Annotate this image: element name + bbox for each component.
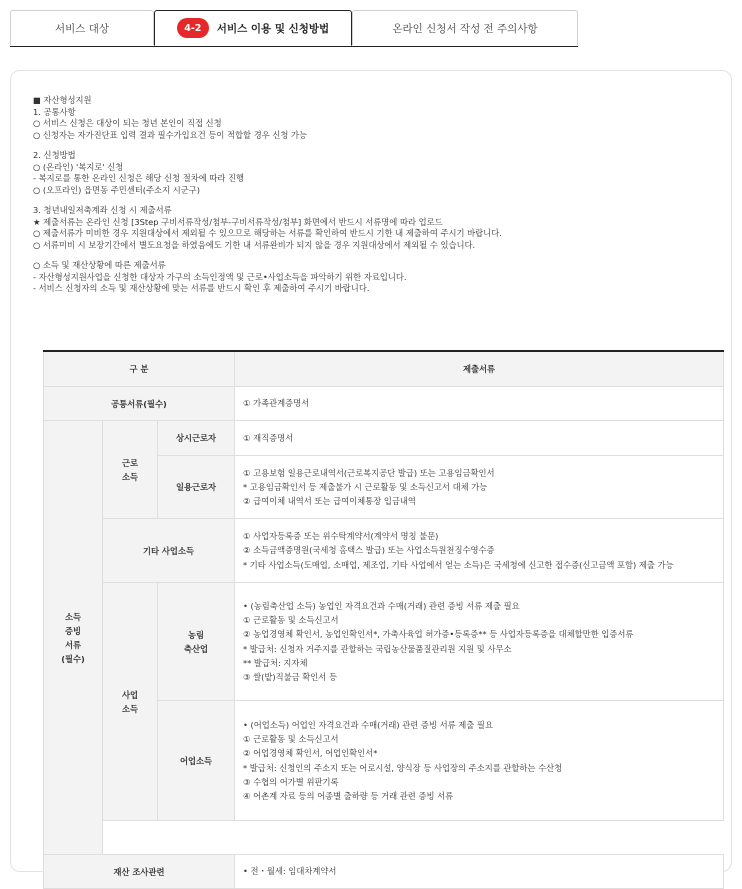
table-row (44, 387, 724, 421)
table-row (44, 821, 724, 855)
doc-line: ② 소득금액증명원(국세청 홈택스 발급) 또는 사업소득원천징수영수증 (243, 545, 495, 556)
doc-line: • (어업소득) 어업인 자격요건과 수매(거래) 관련 증빙 서류 제출 필요 (243, 719, 493, 730)
intro-line: ○ 소득 및 재산상황에 따른 제출서류 (33, 260, 166, 270)
doc-line: ③ 수협의 어가별 위판기록 (243, 776, 339, 787)
table-row (44, 855, 724, 889)
doc-line: ② 급여이체 내역서 또는 급여이체통장 입금내역 (243, 496, 416, 507)
doc-line: ① 고용보험 일용근로내역서(근로복지공단 발급) 또는 고용임금확인서 (243, 467, 495, 478)
fishery-docs (235, 701, 724, 821)
doc-line: ** 발급처: 지자체 (243, 657, 308, 668)
doc-line: * 발급처: 신청인의 주소지 또는 어로시설, 양식장 등 사업장의 주소지를 관할하는 수산청 (243, 762, 563, 773)
intro-line: - 서비스 신청자의 소득 및 재산상황에 맞는 서류를 반드시 확인 후 제출하여 주시기 바랍니다. (33, 283, 370, 293)
table-header-category: 구 분 (44, 351, 235, 387)
intro-line: 3. 청년내일저축계좌 신청 시 제출서류 (33, 205, 172, 215)
regular-worker-docs (235, 421, 724, 456)
intro-line: ★ 제출서류는 온라인 신청 [3Step 구비서류작성/첨부-구비서류작성/첨부] 화면에서 반드시 서류명에 따라 업로드 (33, 216, 443, 227)
table-row (44, 583, 724, 701)
doc-line: ① 근로활동 및 소득신고서 (243, 734, 339, 745)
spacer (33, 141, 723, 150)
agriculture-label: 농림 축산업 (158, 583, 235, 701)
doc-line: ③ 쌀(밭)직불금 확인서 등 (243, 671, 337, 682)
table-header-docs: 제출서류 (235, 351, 724, 387)
doc-line: * 발급처: 신청자 거주지를 관할하는 국립농산물품질관리원 지원 및 사무소 (243, 643, 512, 654)
doc-line: • 전・월세: 임대차계약서 (243, 866, 337, 877)
tab-label: 서비스 대상 (54, 22, 110, 35)
doc-line: * 고용임금확인서 등 제출불가 시 근로활동 및 소득신고서 대체 가능 (243, 481, 488, 492)
table-row (44, 421, 724, 456)
agriculture-docs (235, 583, 724, 701)
spacer (33, 251, 723, 260)
tab-label: 온라인 신청서 작성 전 주의사항 (392, 22, 538, 35)
intro-line: ○ (오프라인) 읍면동 주민센터(주소지 시군구) (33, 184, 200, 195)
intro-line: ○ 신청자는 자가진단표 입력 결과 필수가입요건 등이 적합할 경우 신청 가능 (33, 129, 308, 140)
doc-line: ② 농업경영체 확인서, 농업인확인서*, 가축사육업 허가증•등록증** 등 사업자등록증을 대체할만한 입증서류 (243, 629, 634, 640)
doc-line: ① 재직증명서 (243, 432, 294, 443)
income-docs-label: 소득 증빙 서류 (필수) (44, 421, 103, 855)
intro-line: ○ (온라인) '복지로' 신청 (33, 161, 124, 172)
intro-line: - 자산형성지원사업을 신청한 대상자 가구의 소득인정액 및 근로•사업소득을 파악하기 위한 자료입니다. (33, 271, 407, 282)
doc-line: ② 어업경영체 확인서, 어업인확인서* (243, 748, 378, 759)
documents-table (43, 350, 724, 889)
doc-line: ④ 어촌계 자료 등의 어종별 출하량 등 거래 관련 증빙 서류 (243, 790, 454, 801)
doc-line: • (농림축산업 소득) 농업인 자격요건과 수매(거래) 관련 증빙 서류 제출 필요 (243, 600, 520, 611)
doc-line: ① 가족관계증명서 (243, 398, 310, 409)
tab-service-usage[interactable] (154, 10, 352, 46)
doc-line: ① 근로활동 및 소득신고서 (243, 615, 339, 626)
other-business-label: 기타 사업소득 (103, 519, 235, 583)
service-tab-bar (10, 10, 578, 47)
table-row (44, 519, 724, 583)
intro-line: - 복지로를 통한 온라인 신청은 해당 신청 절차에 따라 진행 (33, 173, 245, 183)
common-docs-cell (235, 387, 724, 421)
intro-line: ■ 자산형성지원 (33, 95, 92, 105)
spacer (33, 196, 723, 205)
daily-worker-label: 일용근로자 (158, 456, 235, 519)
intro-line: ○ 서류미비 시 보장기간에서 별도요청을 하였음에도 기한 내 서류완비가 되지 않을 경우 지원대상에서 제외될 수 있습니다. (33, 239, 476, 250)
tab-label: 서비스 이용 및 신청방법 (216, 22, 330, 35)
regular-worker-label: 상시근로자 (158, 421, 235, 456)
asset-docs (235, 855, 724, 889)
labor-income-label: 근로 소득 (103, 421, 158, 519)
doc-line: ① 사업자등록증 또는 위수탁계약서(계약서 명칭 불문) (243, 531, 439, 542)
asset-investigation-label: 재산 조사관련 (44, 855, 235, 889)
doc-line: * 기타 사업소득(도매업, 소매업, 제조업, 기타 사업에서 얻는 소득)은 국세청에 신고한 접수증(신고금액 포함) 제출 가능 (243, 559, 674, 570)
daily-worker-docs (235, 456, 724, 519)
business-income-label: 사업 소득 (103, 583, 158, 821)
tab-service-target[interactable] (10, 10, 154, 45)
step-badge: 4-2 (177, 18, 209, 38)
intro-line: 2. 신청방법 (33, 150, 76, 160)
fishery-label: 어업소득 (158, 701, 235, 821)
tab-online-notes[interactable] (352, 10, 578, 45)
intro-line: ○ 서비스 신청은 대상이 되는 청년 본인이 직접 신청 (33, 118, 222, 128)
intro-line: 1. 공통사항 (33, 106, 76, 117)
intro-line: ○ 제출서류가 미비한 경우 지원대상에서 제외될 수 있으므로 해당하는 서류를 확인하여 반드시 기한 내 제출하여 주시기 바랍니다. (33, 228, 502, 238)
common-docs-label: 공통서류(필수) (44, 387, 235, 421)
intro-text-block (33, 95, 723, 295)
other-business-docs (235, 519, 724, 583)
